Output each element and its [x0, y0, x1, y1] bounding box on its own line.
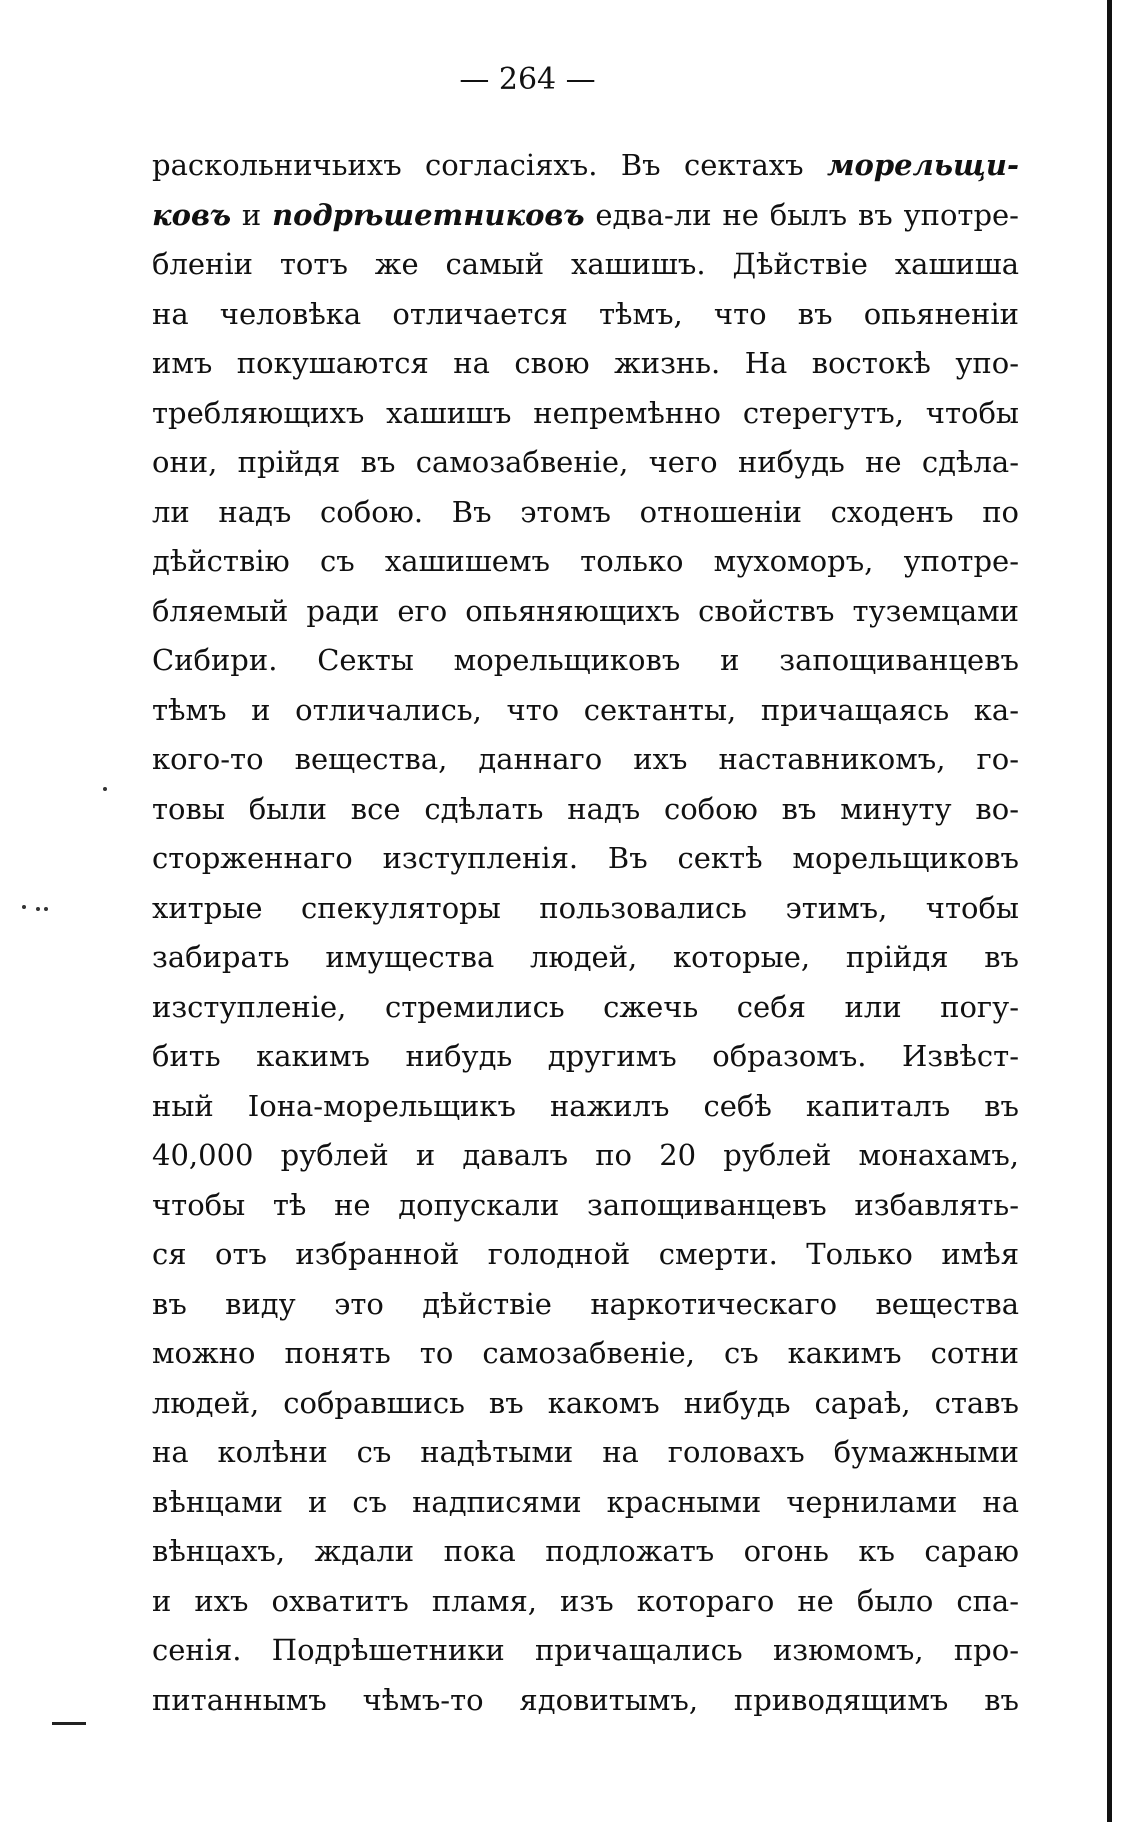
text-line: питаннымъ чѣмъ-то ядовитымъ, приводящимъ въ — [152, 1682, 1019, 1717]
text-line-plain: раскольничьихъ согласіяхъ. Въ сектахъ — [152, 148, 827, 182]
text-line: на колѣни съ надѣтыми на головахъ бумажными — [152, 1435, 1019, 1469]
text-line: 40,000 рублей и давалъ по 20 рублей монахамъ, — [152, 1138, 1019, 1172]
text-line: ся отъ избранной голодной смерти. Только имѣя — [152, 1237, 1019, 1271]
text-line: людей, собравшись въ какомъ нибудь сараѣ, ставъ — [152, 1385, 1019, 1420]
text-line: дѣйствію съ хашишемъ только мухоморъ, употре- — [152, 544, 1019, 578]
text-line: бляемый ради его опьяняющихъ свойствъ туземцами — [152, 593, 1019, 628]
scan-edge-rule — [1107, 0, 1112, 1822]
text-line: тѣмъ и отличались, что сектанты, причащаясь ка- — [152, 692, 1019, 727]
margin-speck — [103, 787, 107, 791]
text-line: товы были все сдѣлать надъ собою въ минуту во- — [152, 791, 1019, 826]
text-line: сторженнаго изступленія. Въ сектѣ морельщиковъ — [152, 841, 1019, 875]
text-line: забирать имущества людей, которые, прійдя въ — [152, 940, 1019, 974]
text-line: на человѣка отличается тѣмъ, что въ опьяненіи — [152, 296, 1019, 331]
italic-term: морельщи- — [826, 148, 1019, 182]
margin-dash — [52, 1722, 86, 1725]
body-text — [152, 141, 1019, 1725]
text-line: кого-то вещества, даннаго ихъ наставникомъ, го- — [152, 742, 1019, 776]
text-line: бить какимъ нибудь другимъ образомъ. Извѣст- — [152, 1039, 1019, 1073]
italic-term: ковъ — [152, 197, 232, 232]
text-line — [152, 191, 1019, 241]
text-line: изступленіе, стремились сжечь себя или погу- — [152, 989, 1019, 1024]
text-line: ли надъ собою. Въ этомъ отношеніи сходенъ по — [152, 494, 1019, 529]
margin-speck — [36, 907, 40, 911]
text-line: Сибири. Секты морельщиковъ и запощиванцевъ — [152, 643, 1019, 677]
margin-speck — [22, 905, 26, 909]
margin-speck — [44, 907, 48, 911]
text-line: требляющихъ хашишъ непремѣнно стерегутъ, чтобы — [152, 395, 1019, 430]
text-line: можно понять то самозабвеніе, съ какимъ сотни — [152, 1336, 1019, 1370]
text-line: и ихъ охватитъ пламя, изъ котораго не было спа- — [152, 1583, 1019, 1618]
text-line: ный Іона-морельщикъ нажилъ себѣ капиталъ въ — [152, 1088, 1019, 1123]
text-line: они, прійдя въ самозабвеніе, чего нибудь не сдѣла- — [152, 445, 1019, 479]
text-line-plain: и — [231, 197, 273, 232]
page-number: — 264 — — [459, 62, 596, 97]
text-line — [152, 141, 1019, 191]
italic-term: подрѣшетниковъ — [272, 197, 585, 232]
text-line: имъ покушаются на свою жизнь. На востокѣ упо- — [152, 346, 1019, 380]
text-line: бленіи тотъ же самый хашишъ. Дѣйствіе хашиша — [152, 247, 1019, 281]
text-line: въ виду это дѣйствіе наркотическаго вещества — [152, 1286, 1019, 1321]
text-line: чтобы тѣ не допускали запощиванцевъ избавлять- — [152, 1187, 1019, 1222]
text-line: вѣнцами и съ надписями красными чернилами на — [152, 1484, 1019, 1519]
text-line: сенія. Подрѣшетники причащались изюмомъ, про- — [152, 1633, 1019, 1667]
text-line: вѣнцахъ, ждали пока подложатъ огонь къ сараю — [152, 1534, 1019, 1568]
text-line: хитрые спекуляторы пользовались этимъ, чтобы — [152, 890, 1019, 925]
text-line-plain: едва-ли не былъ въ употре- — [584, 197, 1019, 232]
